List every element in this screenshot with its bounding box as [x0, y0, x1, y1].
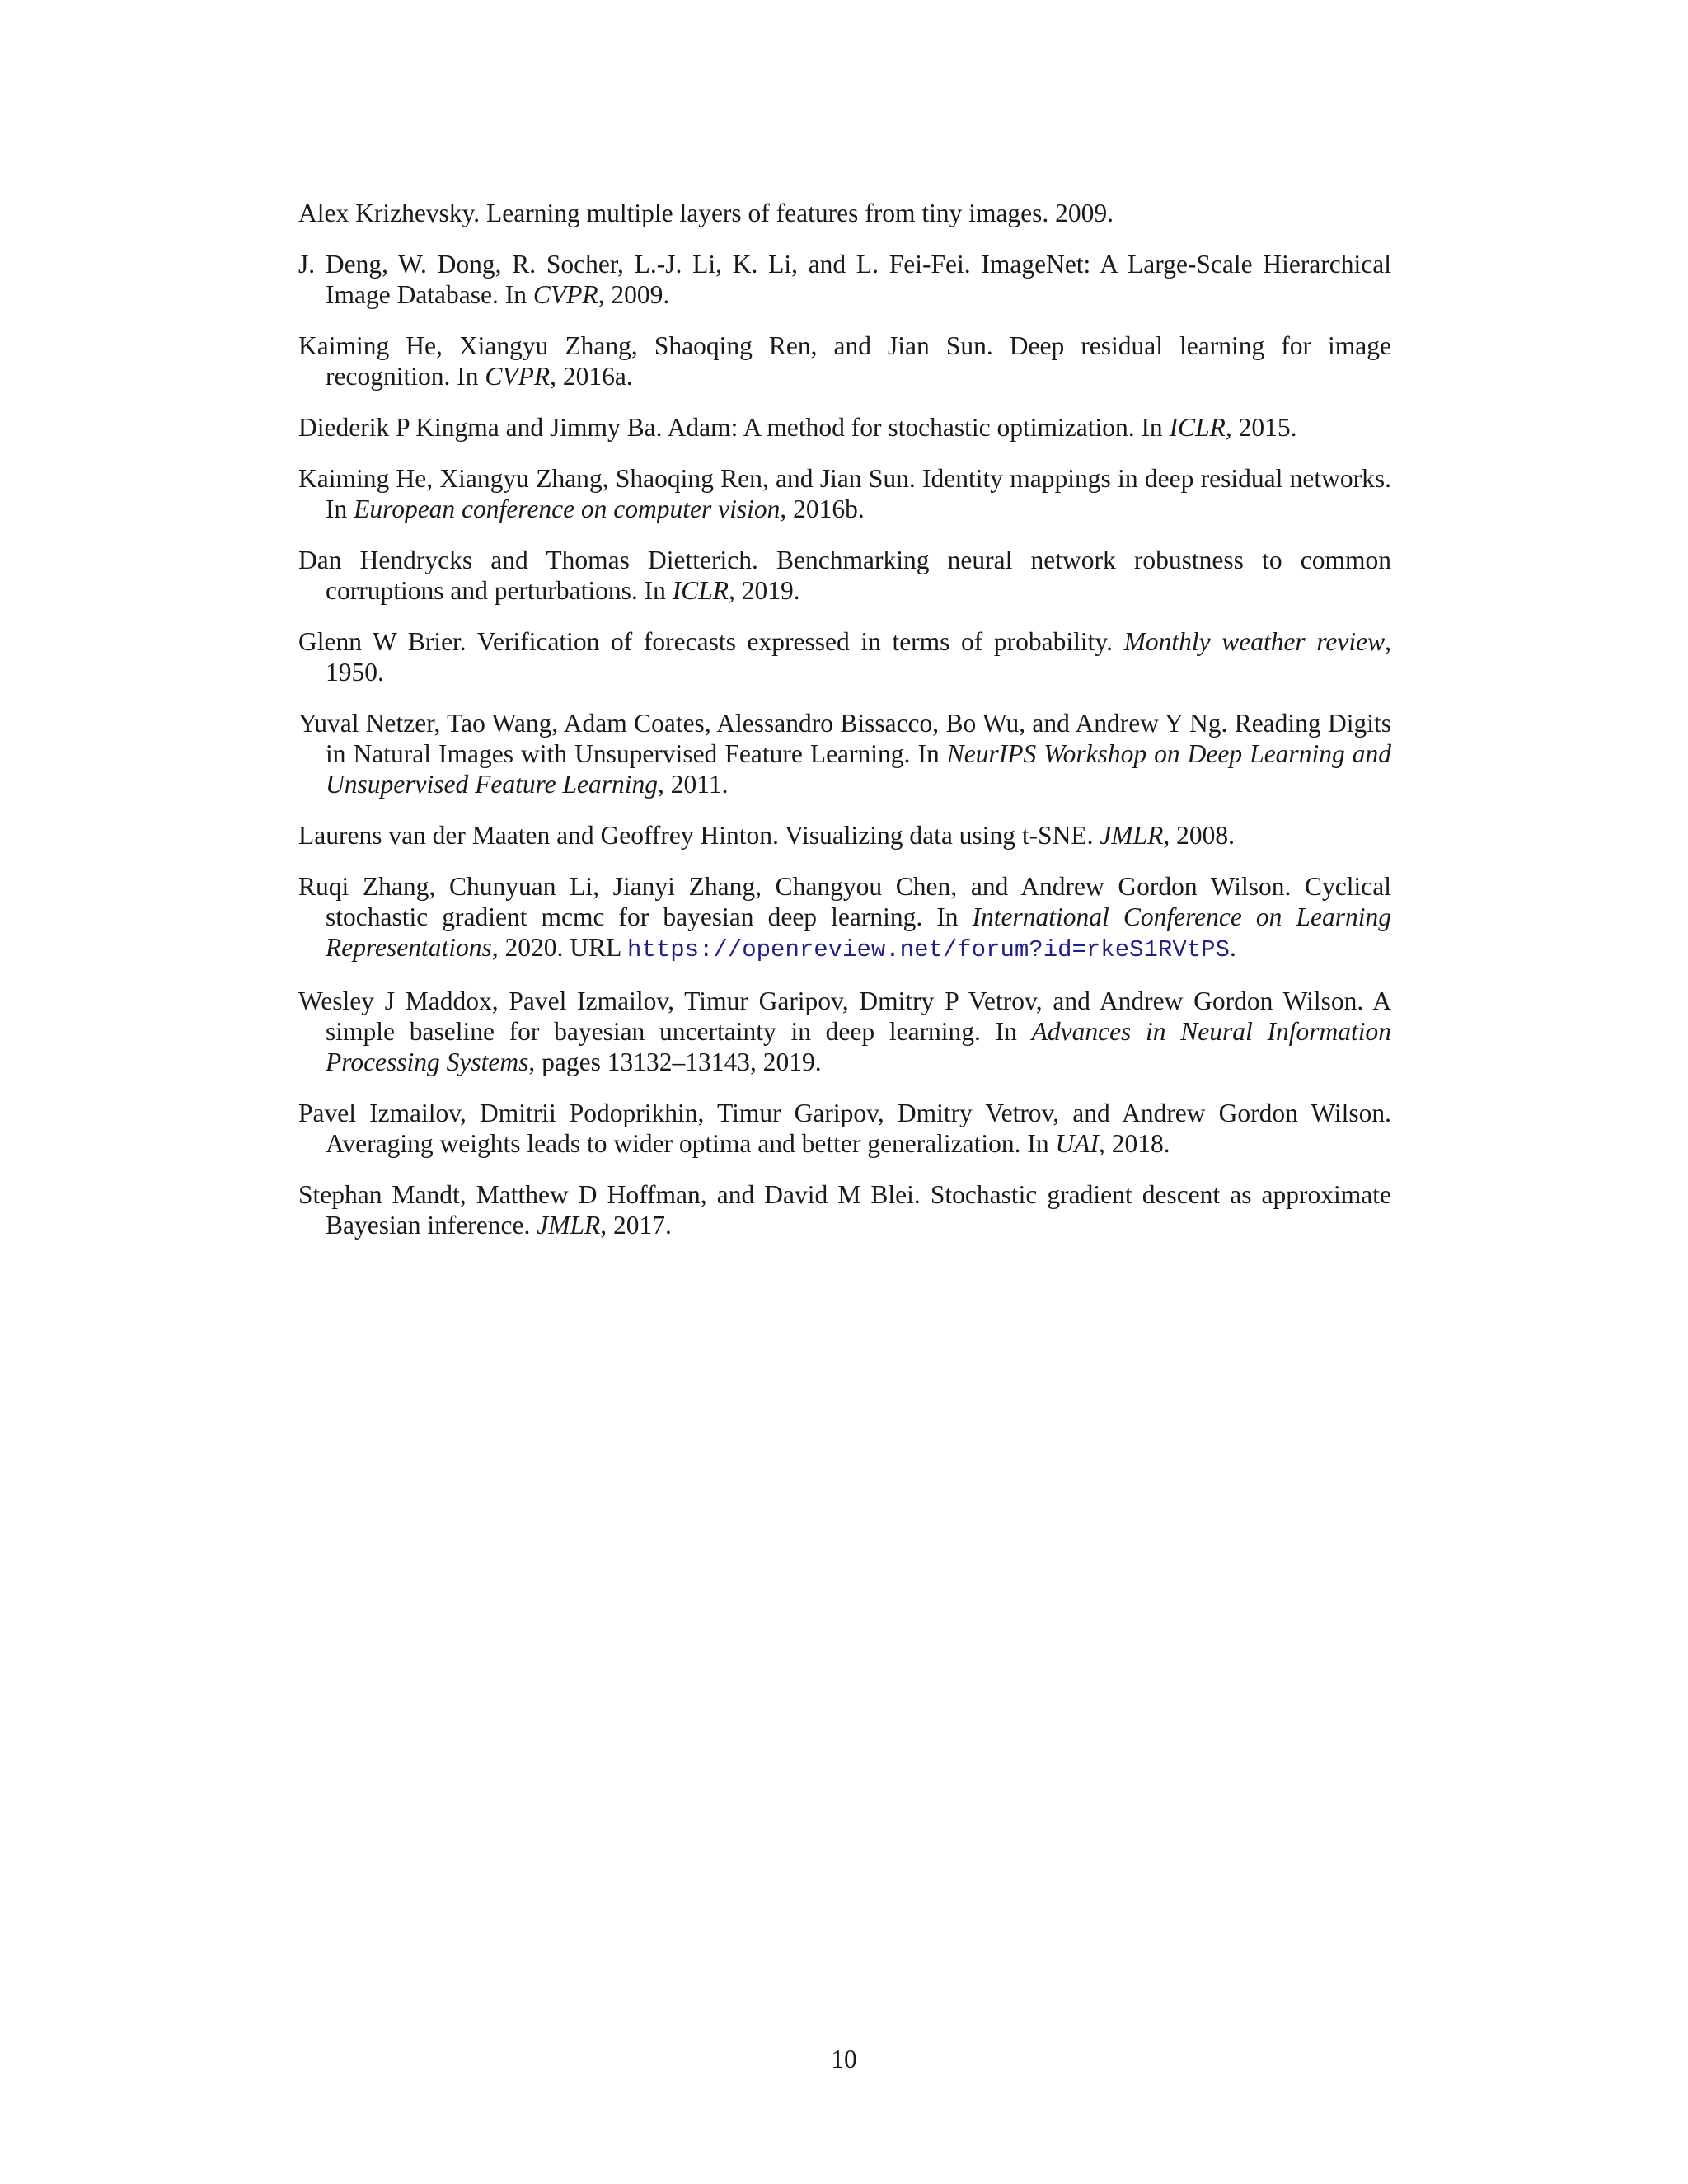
reference-venue: JMLR: [1100, 821, 1164, 850]
reference-venue: CVPR: [485, 362, 551, 391]
reference-entry: [298, 249, 1391, 310]
reference-text: , 2015.: [1225, 413, 1297, 442]
reference-text: Glenn W Brier. Verification of forecasts expressed in terms of probability.: [298, 627, 1124, 656]
reference-venue: JMLR: [537, 1211, 601, 1240]
reference-text: , 2011.: [658, 770, 729, 799]
reference-venue: ICLR: [672, 576, 729, 605]
reference-text: Pavel Izmailov, Dmitrii Podoprikhin, Timur Garipov, Dmitry Vetrov, and Andrew Gordon Wilson. Averaging weights leads to wider optima and better generalization. In: [298, 1099, 1391, 1158]
reference-entry: [298, 871, 1391, 965]
reference-text: Yuval Netzer, Tao Wang, Adam Coates, Alessandro Bissacco, Bo Wu, and Andrew Y Ng. Reading Digits in Natural Images with Unsupervised Feature Learning. In: [298, 709, 1391, 768]
reference-text: J. Deng, W. Dong, R. Socher, L.-J. Li, K. Li, and L. Fei-Fei. ImageNet: A Large-Scale Hierarchical Image Database. In: [298, 250, 1391, 309]
reference-venue: Advances in Neural Information Processing Systems: [326, 1017, 1391, 1076]
reference-text: , 1950.: [326, 627, 1391, 687]
reference-text: , 2009.: [598, 280, 670, 309]
reference-entry: [298, 1098, 1391, 1159]
reference-text: , 2019.: [729, 576, 800, 605]
reference-text: Kaiming He, Xiangyu Zhang, Shaoqing Ren, and Jian Sun. Identity mappings in deep residual networks. In: [298, 464, 1391, 523]
reference-venue: UAI: [1055, 1129, 1099, 1158]
page-number: 10: [831, 2045, 857, 2074]
reference-entry: [298, 545, 1391, 606]
reference-text: , 2008.: [1163, 821, 1235, 850]
reference-text: .: [1229, 933, 1236, 962]
reference-entry: [298, 1179, 1391, 1240]
reference-venue: NeurIPS Workshop on Deep Learning and Unsupervised Feature Learning: [326, 739, 1391, 799]
reference-text: Kaiming He, Xiangyu Zhang, Shaoqing Ren, and Jian Sun. Deep residual learning for image recognition. In: [298, 331, 1391, 391]
reference-list: [298, 198, 1391, 1261]
reference-venue: European conference on computer vision: [354, 494, 781, 523]
reference-text: Ruqi Zhang, Chunyuan Li, Jianyi Zhang, Changyou Chen, and Andrew Gordon Wilson. Cyclical stochastic gradient mcmc for bayesian deep learning. In: [298, 872, 1391, 931]
reference-text: , 2016a.: [550, 362, 633, 391]
reference-entry: [298, 626, 1391, 687]
reference-text: Stephan Mandt, Matthew D Hoffman, and David M Blei. Stochastic gradient descent as approximate Bayesian inference.: [298, 1180, 1391, 1240]
reference-text: , 2017.: [600, 1211, 672, 1240]
reference-text: , pages 13132–13143, 2019.: [528, 1047, 822, 1076]
reference-venue: International Conference on Learning Representations: [326, 902, 1391, 962]
reference-entry: [298, 708, 1391, 799]
reference-venue: ICLR: [1169, 413, 1226, 442]
reference-text: Laurens van der Maaten and Geoffrey Hinton. Visualizing data using t-SNE.: [298, 821, 1100, 850]
reference-venue: Monthly weather review: [1123, 627, 1386, 656]
reference-entry: [298, 986, 1391, 1077]
reference-text: Wesley J Maddox, Pavel Izmailov, Timur Garipov, Dmitry P Vetrov, and Andrew Gordon Wilson. A simple baseline for bayesian uncertainty in deep learning. In: [298, 987, 1391, 1046]
reference-venue: CVPR: [532, 280, 598, 309]
reference-text: Diederik P Kingma and Jimmy Ba. Adam: A method for stochastic optimization. In: [298, 413, 1170, 442]
reference-text: , 2016b.: [780, 494, 865, 523]
reference-entry: [298, 412, 1391, 443]
reference-entry: [298, 463, 1391, 524]
reference-text: , 2018.: [1098, 1129, 1170, 1158]
reference-text: Dan Hendrycks and Thomas Dietterich. Benchmarking neural network robustness to common corruptions and perturbations. In: [298, 546, 1391, 605]
reference-entry: [298, 330, 1391, 391]
reference-text: , 2020. URL: [491, 933, 628, 962]
reference-url-link[interactable]: https://openreview.net/forum?id=rkeS1RVtPS: [627, 936, 1230, 963]
reference-text: Alex Krizhevsky. Learning multiple layers of features from tiny images. 2009.: [298, 199, 1114, 227]
reference-entry: [298, 820, 1391, 851]
reference-entry: [298, 198, 1391, 228]
